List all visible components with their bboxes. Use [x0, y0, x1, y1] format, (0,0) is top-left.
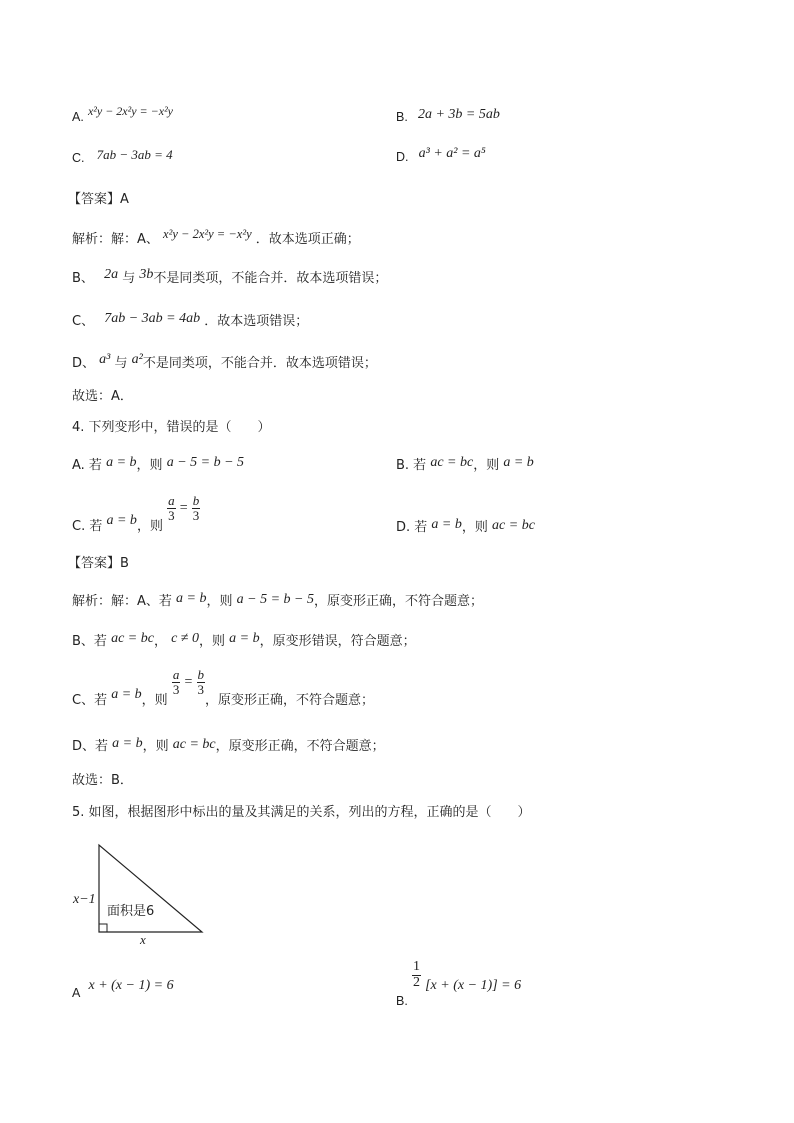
explanation-text: ，原变形错误，符合题意； [259, 634, 416, 649]
q4-choose: 故选：B． [72, 773, 133, 788]
fraction-numerator: 1 [412, 959, 420, 974]
option-fraction [192, 494, 201, 522]
q4-option-b [396, 454, 534, 474]
option-expression: 7ab − 3ab = 4 [96, 147, 173, 162]
q3-option-d [396, 146, 486, 166]
q4-explanation-4 [72, 735, 385, 755]
q4-option-d [396, 516, 535, 536]
q3-option-b [396, 107, 500, 126]
explanation-text: ．故本选项正确； [255, 232, 360, 247]
explanation-text: 与 [114, 356, 128, 371]
explanation-text: ，原变形正确，不符合题意； [314, 594, 484, 609]
fraction-numerator: a [168, 493, 175, 508]
explanation-expression: a = b [111, 686, 142, 702]
option-condition: a = b [106, 455, 137, 470]
explanation-expression: a = b [112, 736, 143, 751]
q4-answer: 【答案】B [68, 556, 129, 571]
explanation-text: 不是同类项，不能合并．故本选项错误； [142, 356, 377, 371]
explanation-text: ，则 [199, 634, 226, 649]
fraction-numerator: a [172, 667, 180, 682]
option-fraction [167, 494, 176, 522]
explanation-text: D、 [72, 356, 96, 371]
q3-option-c [72, 147, 173, 166]
option-result: a = b [503, 455, 534, 470]
explanation-text: B、 [72, 271, 94, 286]
q3-option-a [72, 104, 173, 125]
explanation-expression: ac = bc [172, 737, 216, 752]
q5-figure [70, 840, 210, 950]
equals-sign: = [179, 500, 188, 516]
explanation-text: ，原变形正确，不符合题意； [215, 739, 385, 754]
option-text: ，则 [461, 520, 488, 535]
option-expression: a³ + a² = a⁵ [418, 146, 486, 161]
fraction-denominator: 3 [192, 507, 200, 523]
fraction-numerator: b [192, 493, 200, 508]
fraction-denominator: 3 [197, 681, 205, 697]
q4-explanation-1 [72, 590, 483, 610]
fraction-denominator: 3 [172, 681, 180, 697]
explanation-text: 与 [122, 271, 136, 286]
explanation-expression: c ≠ 0 [171, 631, 199, 646]
equals-sign: = [184, 674, 193, 690]
option-expression: x + (x − 1) = 6 [88, 978, 174, 993]
option-label: B. [396, 993, 408, 1008]
option-label: A. 若 [72, 458, 102, 473]
option-text: ，则 [136, 458, 163, 473]
option-label: A. [72, 110, 84, 124]
explanation-text: ，原变形正确，不符合题意； [205, 692, 375, 708]
option-text: ，则 [136, 518, 163, 534]
explanation-text: 解析：解：A、 [72, 232, 159, 247]
explanation-text: C、若 [72, 692, 108, 708]
option-result: a − 5 = b − 5 [166, 455, 245, 470]
explanation-text: C、 [72, 314, 95, 329]
option-expression: [x + (x − 1)] = 6 [425, 977, 522, 993]
q5-option-b [396, 959, 522, 1008]
side-label: x−1 [73, 892, 96, 907]
q4-option-c [72, 493, 200, 534]
base-label: x [140, 932, 146, 947]
option-expression: 2a + 3b = 5ab [417, 107, 500, 122]
explanation-text: ，则 [141, 692, 168, 708]
explanation-expression: ac = bc [111, 631, 154, 646]
explanation-text: 解析：解：A、若 [72, 594, 172, 609]
option-label: C. [72, 151, 85, 165]
option-label: B. 若 [396, 458, 427, 473]
fraction-numerator: b [197, 667, 205, 682]
q4-option-a [72, 454, 244, 474]
q4-explanation-2 [72, 630, 416, 650]
option-condition: ac = bc [430, 455, 474, 470]
explanation-text: ．故本选项错误； [204, 314, 309, 329]
fraction-denominator: 3 [168, 507, 175, 523]
explanation-expression: a = b [229, 631, 260, 646]
explanation-expression: 7ab − 3ab = 4ab [104, 311, 201, 326]
explanation-expression: 3b [139, 267, 154, 282]
q3-explanation-4 [72, 352, 377, 372]
option-condition: a = b [431, 517, 462, 532]
q3-explanation-3 [72, 310, 308, 330]
q3-explanation-1 [72, 228, 360, 247]
q3-answer: 【答案】A [68, 192, 129, 207]
explanation-expression: a − 5 = b − 5 [236, 592, 314, 607]
option-label: B. [396, 110, 408, 124]
explanation-text: D、若 [72, 739, 109, 754]
explanation-text: ， [153, 634, 167, 649]
explanation-text: B、若 [72, 634, 107, 649]
option-fraction [412, 960, 421, 990]
q3-explanation-2 [72, 267, 387, 287]
q5-option-a [72, 978, 174, 1000]
explanation-expression: a³ [99, 352, 111, 367]
option-label: D. [396, 150, 409, 164]
explanation-expression: x²y − 2x²y = −x²y [163, 227, 252, 241]
explanation-text: ，则 [142, 739, 169, 754]
explanation-expression: a² [131, 352, 143, 367]
q4-explanation-3 [72, 667, 375, 708]
q3-choose: 故选：A． [72, 389, 133, 404]
option-label: A [72, 986, 81, 1000]
area-label: 面积是6 [107, 904, 155, 919]
q5-stem: 5. 如图，根据图形中标出的量及其满足的关系，列出的方程，正确的是（ ） [72, 805, 531, 820]
option-condition: a = b [106, 512, 137, 528]
fraction-denominator: 2 [412, 974, 420, 990]
explanation-text: ，则 [206, 594, 233, 609]
option-label: C. 若 [72, 518, 103, 534]
option-result: ac = bc [492, 518, 535, 533]
right-angle-marker [99, 924, 107, 932]
option-expression: x²y − 2x²y = −x²y [87, 104, 173, 118]
q4-stem: 4. 下列变形中，错误的是（ ） [72, 420, 271, 435]
explanation-fraction [172, 668, 181, 696]
explanation-expression: 2a [104, 267, 119, 282]
explanation-expression: a = b [176, 591, 207, 606]
option-label: D. 若 [396, 520, 428, 535]
explanation-text: 不是同类项，不能合并．故本选项错误； [153, 271, 388, 286]
explanation-fraction [197, 668, 206, 696]
option-text: ，则 [473, 458, 500, 473]
